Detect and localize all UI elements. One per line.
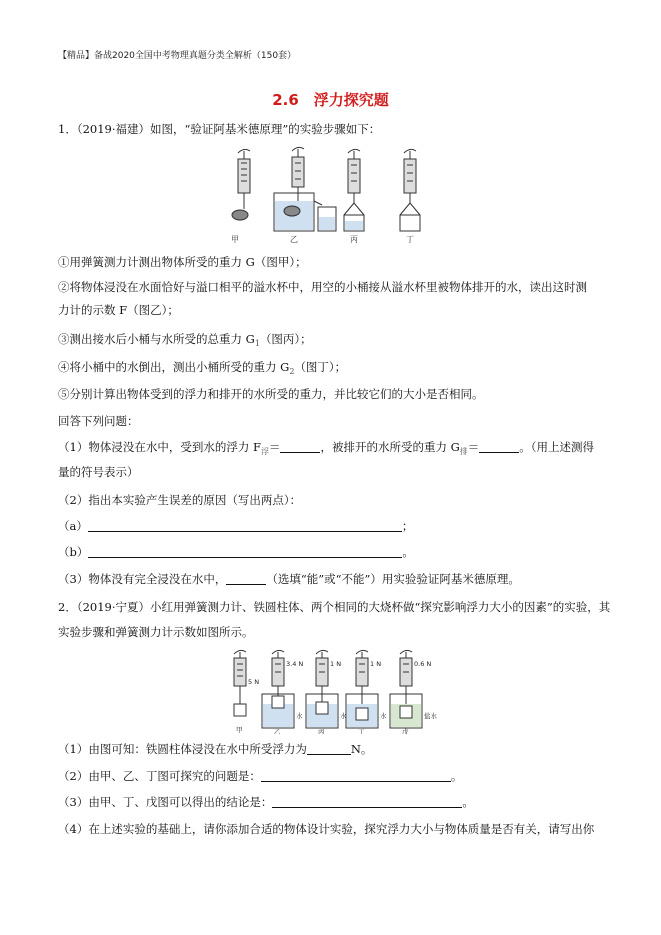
q1-intro: 1．（2019·福建）如图，“验证阿基米德原理”的实验步骤如下： (58, 122, 381, 136)
q1-step1: ①用弹簧测力计测出物体所受的重力 G（图甲）； (58, 255, 307, 269)
q1-fig-label-bing: 丙 (350, 235, 358, 244)
q2-sub1: （1）由图可知：铁圆柱体浸没在水中所受浮力为 N。 (58, 742, 373, 756)
q1-sub1-blank-g[interactable] (479, 440, 519, 453)
q1-step4: ④将小桶中的水倒出，测出小桶所受的重力 $G_2$（图丁）； (58, 360, 347, 376)
q1-sub1: （1）物体浸没在水中，受到水的浮力 $F_浮=$ ，被排开的水所受的重力 $G_排=$ 。（用上述测得 (58, 440, 595, 456)
q2-fig-label-ding: 丁 (358, 728, 365, 734)
q2-liquid-yi: 水 (296, 712, 303, 720)
q2-sub2: （2）由甲、乙、丁图可探究的问题是： 。 (58, 769, 463, 783)
q1-sub1-cont: 量的符号表示） (58, 465, 139, 479)
q2-force-wu: 0.6 N (414, 660, 432, 668)
q1-fig-label-yi: 乙 (290, 235, 298, 244)
q2-force-yi: 3.4 N (286, 660, 304, 668)
q1-sub2-b: （b） 。 (58, 545, 414, 559)
q2-liquid-ding: 水 (380, 712, 387, 720)
q2-sub2-blank[interactable] (261, 769, 451, 782)
q2-force-ding: 1 N (370, 660, 382, 668)
q2-fig-label-yi: 乙 (274, 728, 281, 734)
q1-step2a: ②将物体浸没在水面恰好与溢口相平的溢水杯中，用空的小桶接从溢水杯里被物体排开的水，读出这时测 (58, 280, 587, 294)
q1-sub1-blank-f[interactable] (280, 440, 320, 453)
q1-answer-prompt: 回答下列问题： (58, 414, 139, 428)
q2-liquid-wu: 盐水 (424, 712, 437, 720)
q1-step3: ③测出接水后小桶与水所受的总重力 $G_1$（图丙）； (58, 332, 312, 348)
q1-sub2: （2）指出本实验产生误差的原因（写出两点）： (58, 493, 302, 507)
q2-sub4: （4）在上述实验的基础上，请你添加合适的物体设计实验，探究浮力大小与物体质量是否有关，请写出你 (58, 822, 595, 836)
q2-sub1-blank[interactable] (307, 742, 351, 755)
page-header: 【精品】备战2020全国中考物理真题分类全解析（150套） (58, 51, 297, 61)
q1-sub2-a-blank[interactable] (88, 519, 402, 532)
q1-figure (218, 145, 442, 249)
q1-step2b: 力计的示数 F（图乙）； (58, 303, 179, 317)
q1-sub3: （3）物体没有完全浸没在水中， （选填“能”或“不能”）用实验验证阿基米德原理。 (58, 572, 520, 586)
q1-sub3-blank[interactable] (226, 572, 266, 585)
q1-sub2-b-blank[interactable] (88, 545, 402, 558)
q2-sub3: （3）由甲、丁、戊图可以得出的结论是： 。 (58, 795, 474, 809)
q2-intro-b: 实验步骤和弹簧测力计示数如图所示。 (58, 625, 254, 639)
q2-fig-label-jia: 甲 (236, 726, 243, 734)
q2-intro-a: 2．（2019·宁夏）小红用弹簧测力计、铁圆柱体、两个相同的大烧杯做“探究影响浮力大小的因素”的实验，其 (58, 600, 611, 614)
q1-fig-label-ding: 丁 (406, 235, 414, 244)
q2-figure (230, 648, 460, 738)
q1-sub2-a: （a） ； (58, 519, 414, 533)
q1-fig-label-jia: 甲 (231, 235, 239, 244)
q2-fig-label-bing: 丙 (318, 728, 325, 734)
q1-step5: ⑤分别计算出物体受到的浮力和排开的水所受的重力，并比较它们的大小是否相同。 (58, 387, 484, 401)
q2-force-jia: 5 N (248, 678, 260, 686)
section-title: 2.6 浮力探究题 (272, 91, 389, 109)
q2-fig-label-wu: 戊 (402, 728, 409, 734)
q2-sub3-blank[interactable] (272, 795, 462, 808)
q2-force-bing: 1 N (330, 660, 342, 668)
q2-liquid-bing: 水 (340, 712, 347, 720)
